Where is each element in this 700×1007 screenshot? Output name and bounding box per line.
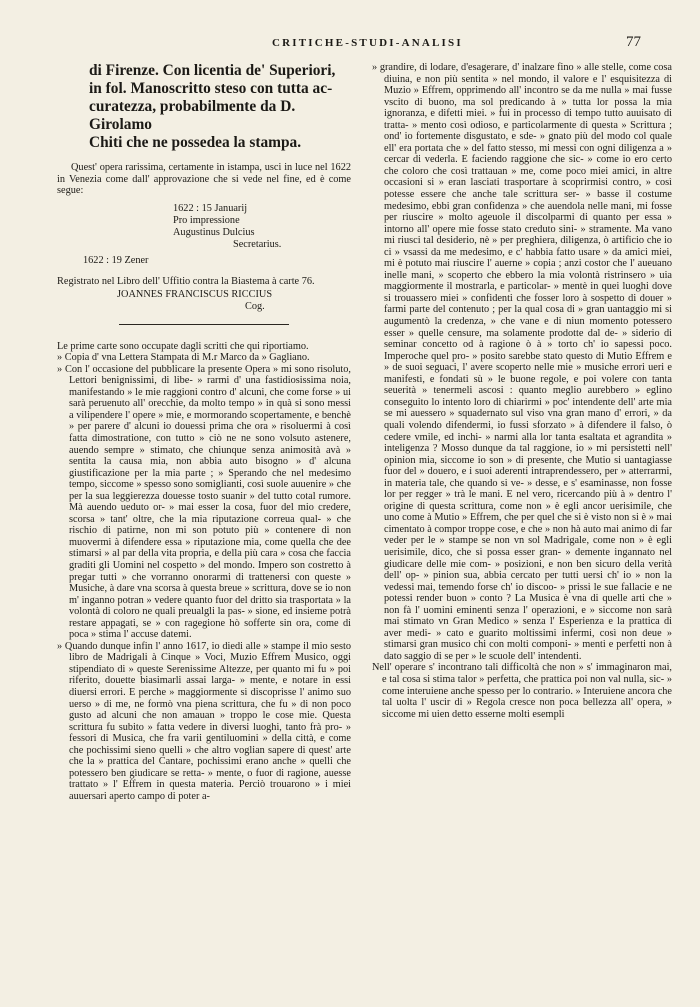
approval-line: Pro impressione xyxy=(173,214,240,226)
running-title: CRITICHE-STUDI-ANALISI xyxy=(272,37,463,49)
signatory: JOANNES FRANCISCUS RICCIUS xyxy=(117,289,273,301)
quoted-paragraph: » grandire, di lodare, d'esagerare, d' inalzare fino » alle stelle, come cosa diuina, e non più sentita » nel mondo, il valore e l' esquisitezza di Muzio » Effrem, opprimendo all' incontro se da me nulla » mai fusse vscito di buono, ma sol predicando à » tutta lor possa la mia ignoranza, e difetti miei. » fui in processo di tempo tutto auuisato di tratta- » mento così odioso, e particolarmente di questa » Scrittura ; ond' io fortemente disgustato, e sde- » gnato più del modo col quale ell' era portata che » del fatto stesso, mi messi con ogni diligenza a » cercar di vederla. E faciendo raggione che sic- » come io ero certo che coloro che così trattauan » me, come poco miei amici, in altre occasioni si » eran lasciati trasportare à scoprirmisi contro, » così potesse essere che anche tale scrittura ser- » basse il costume medesimo, ebbi gran confidenza » che auendola nelle mani, mi fosse per riuscire » molto ageuole il discolparmi di quanto per essa » intorno all' opere mie fosse stato creduto sini- » stramente. Ma vano mi riusci tal desiderio, nè » per preghiera, diligenza, ò artificio che io ci » vsassi da me medesimo, e c' habbia fatto usare » da amici miei, mi è potuto mai riuscire l' auerne » copia ; anzi costor che l' aueuano inelle mani, » scoperto che ebbero la mia volontà ristrinsero » uia maggiormente il mostrarla, e particolar- » mentè in quei luoghi dove si trouassero miei » confidenti che fosser loro à sospetto di douer » farmi parte del contenuto ; per la qual cosa di » gran uantaggio mi si augumentò la credenza, » che vane e di niun momento potessero esser » quelle censure, ma solamente prodotte dal de- » siderio di seminar concetto od à ragione ò à » torto ch' io sapessi poco. Imperoche quel pro- » posito sarebbe stato questo di Mutio Effrem e » de suoi seguaci, l' avere scoperto nelle mie » musiche errori ueri e manifesti, e fondati sù » le buone regole, e poi volere con tanta seuerità » tenermeli ascosi : quanto meglio aurebbero » eglino conseguito lo intento loro di chiarirmi » poc' intendente dell' arte mia se mi auessero » squadernato sul viso vna gran mano d' errori, » da quali volendo difendermi, io fussi sforzato » à difendere il falso, ò cedere vmile, ed inchi- » narmi alla lor tanta esaltata et agrandita » inteligenza ? Mosso dunque da tal raggione, io » mi persistetti nell' opinion mia, siccome io son » di presente, che Mutio si uantagiasse fuor del » douero, e i suoi aderenti intraprendessero, per » atterrarmi, in materia tale, che quando si ve- » desse, e s' esaminasse, non fosse lor per regger » trà le mani. E nel vero, ricercando più à » dentro l' origine di questa scrittura, come non » è egli ancor uerisimile, che uno come à Mutio » Effrem, che per quel che si è visto non si è » mai cimentato à compor troppe cose, e che » non hà auto mai animo di far veder per le » stampe se non vn sol Madrigale, come non » è egli uerisimile, dico, che si possa esser gran- » demente ingannato nel giudicare delle mie com- » posizioni, e non ben sicuro della verità dell' op- » pinion sua, abbia cercato per tutti uersi ch' io » non la vedessi mai, temendo forse ch' io discoo- » prissi le sue fallacie e ne potessi render buon » conto ? La Musica è vna di quelle arti che » non fà l' uomini eminenti senza l' operazioni, e » siccome non sarà mai stimato vn Gran Medico » senza l' Esperienza e la prattica di aver medi- » cato e guarito moltissimi infermi, così non deue » stimarsi gran musico chi con molti componi- » menti e perfetti non à dato saggio di se per » le scuole dell' intendenti. xyxy=(372,62,672,662)
right-column xyxy=(372,62,672,992)
quoted-paragraph: » Con l' occasione del pubblicare la presente Opera » mi sono risoluto, Lettori benignissimi, di libe- » rarmi d' una fastidiosissima noia, manifestando » le mie raggioni contro d' alcuni, che come forse » ui sarà peruenuto all' orecchie, da molto tempo » in quà si sono messi a vilipendere l' opere » mie, e mormorando scopertamente, e benchè » per parere d' alcuni io douessi prima che ora » risoluermi à così fatta dimostratione, con tutto » ciò ne ne sono volsuto astenere, auendo sempre » stimato, che chiunque senza animosità avà » sentita la causa mia, non abbia auto bisogno » d' alcuna giustificazione per la mia parte ; » Sperando che nel medesimo tempo, siccome » spesso sono somiglianti, così suole auuenire » che per la sua leggierezza douesse tosto suanir » del tutto cotal rumore. Mà auendo ueduto or- » mai esser la cosa, fuor del mio credere, scorsa » tant' oltre, che la mia riputazione correua qual- » che rischio di patirne, non mi son potuto più » contenere di non muovermi à difendere essa » riputazione mia, come quella che dee stimarsi » al par della vita propria, e della più cara » cosa che faccia graditi gli Uomini nel cospetto » del mondo. Impero son costretto à pregar tutti » che vorranno onorarmi di trattenersi con queste » Musiche, à dare vna scorsa à questa breue » scrittura, dove se io non m' inganno potran » vedere quanto fuor del dritto sia trasportata » la volontà di coloro ne quali preualgli la pas- » sione, ed insieme potrà restare appagati, se » con ragegione hò sofferte sin ora, come di poca » stima l' accuse datemi. xyxy=(57,363,351,641)
title-line: curatezza, probabilmente da D. Girolamo xyxy=(89,98,296,133)
registration-note: Registrato nel Libro dell' Uffitio contra la Biastema à carte 76. xyxy=(57,275,315,287)
approval-line: 1622 : 15 Januarij xyxy=(173,202,248,214)
title-line: di Firenze. Con licentia de' Superiori, xyxy=(89,62,336,79)
title-line: in fol. Manoscritto steso con tutta ac- xyxy=(89,80,333,97)
approval-block xyxy=(57,203,351,252)
page-number: 77 xyxy=(626,34,641,50)
paragraph: Nell' operare s' incontrano tali difficoltà che non » s' immaginaron mai, e tal cosa si stima talor » perfetta, che prattica poi non val nulla, sic- » come interuiene anche spesso per lo contrario. » Interuiene ancora che tal uolta l' uscir di » Regola cresce non poca bellezza all' opera, » siccome mi uien detto esserne molti esempli xyxy=(372,662,672,720)
entry-title xyxy=(89,62,351,152)
left-column xyxy=(57,62,351,992)
signatory-title: Cog. xyxy=(245,301,265,313)
approval-line: Augustinus Dulcius xyxy=(173,227,255,239)
date-line: 1622 : 19 Zener xyxy=(83,255,149,267)
intro-paragraph: Quest' opera rarissima, certamente in istampa, usci in luce nel 1622 in Venezia come dall' approvazione che si vede nel fine, ed è come segue: xyxy=(57,162,351,197)
title-line: Chiti che ne possedea la stampa. xyxy=(89,134,302,151)
running-head xyxy=(0,34,700,53)
paragraph: Le prime carte sono occupate dagli scritti che qui riportiamo. xyxy=(57,340,309,352)
section-rule xyxy=(119,324,289,325)
quoted-paragraph: » Quando dunque infin l' anno 1617, io diedi alle » stampe il mio sesto libro de Madrigali à Cinque » Voci, Muzio Effrem Musico, oggi stipendiato di » queste Serenissime Altezze, per quanto mi fu » poi riferito, douette biasimarli assai larga- » mente, e notare in essi diuersi errori. E perche » maggiormente si discoprisse l' animo suo uerso » di me, ne formò vna piena scrittura, che fu » di non poco gusto ad alcuni che non amauan » troppo le cose mie. Questa scrittura fu subito » fatta vedere in diversi luoghi, tanto frà pro- » fessori di Musica, che fra varii gentiluomini » della città, e come che pochissimi sieno quelli » che altro voglian sapere di quest' arte che la » prattica del Cantare, pochissimi erano anche » quelli che potessero ben giudicare se retta- » mente, o fuor di ragione, auesse trattato » l' Effrem in questa materia. Perciò trouarono » i miei auuersari aperto campo di poter a- xyxy=(57,640,351,802)
quoted-paragraph: » Copia d' vna Lettera Stampata di M.r Marco da » Gagliano. xyxy=(57,352,310,364)
approval-line: Secretarius. xyxy=(233,239,282,251)
